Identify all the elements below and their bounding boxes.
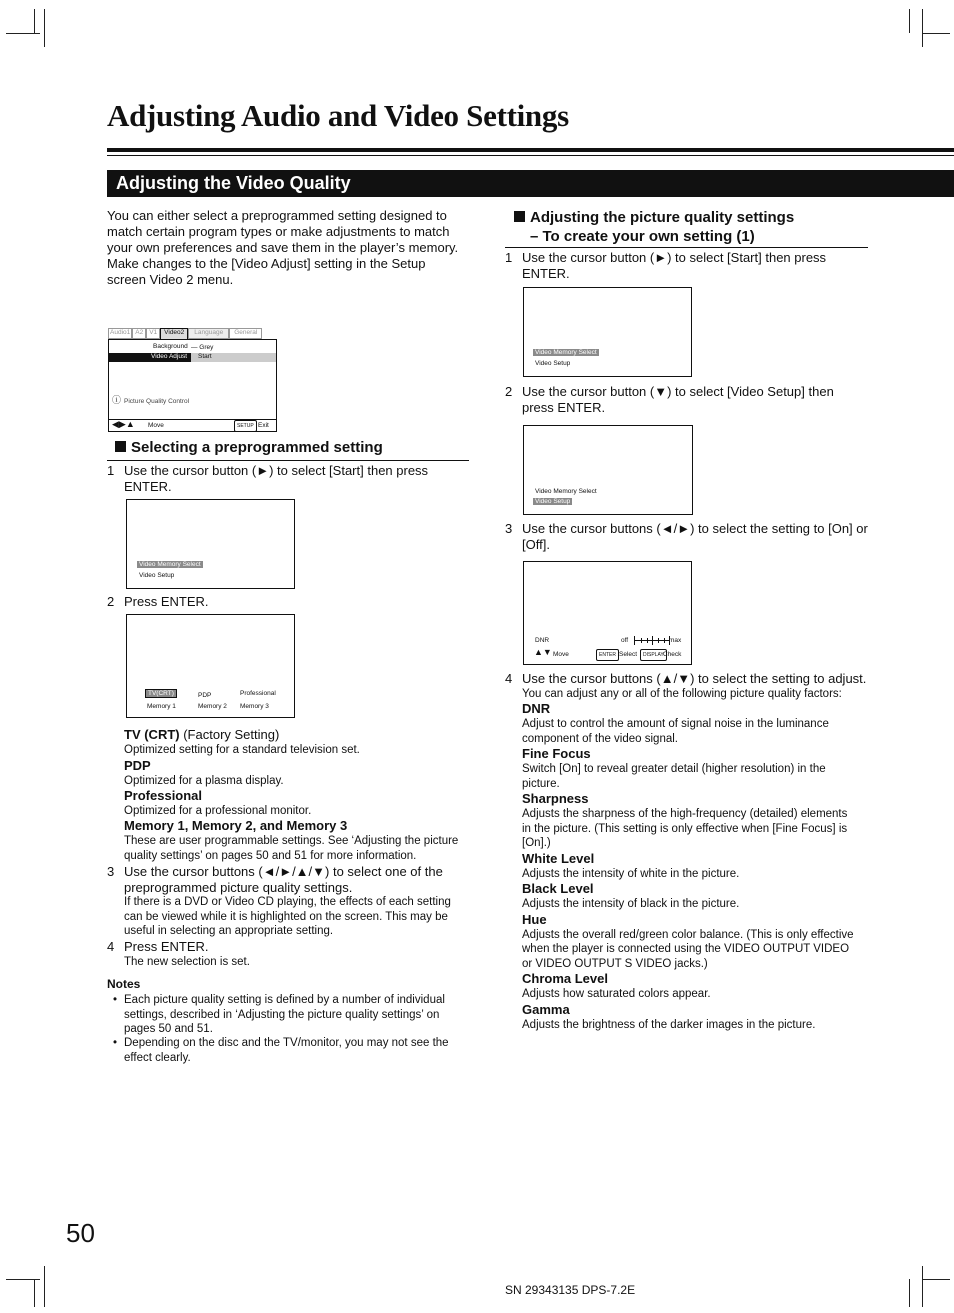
tab-a2: A2 bbox=[132, 328, 146, 339]
factor-fine-focus: Fine Focus Switch [On] to reveal greater detail (higher resolution) in the picture. bbox=[522, 746, 826, 790]
screen-start bbox=[126, 499, 295, 589]
right-step4: Use the cursor buttons (▲/▼) to select the setting to adjust. bbox=[522, 671, 867, 686]
footer-code: SN 29343135 DPS-7.2E bbox=[505, 1283, 636, 1297]
crop-mark bbox=[44, 9, 45, 47]
factor-sharpness: Sharpness Adjusts the sharpness of the high-frequency (detailed) elements in the picture. (This setting is only effective when [Fine Focus] is [On].) bbox=[522, 791, 848, 849]
enter-key-icon: ENTER bbox=[596, 649, 619, 661]
dnr-slider bbox=[634, 636, 670, 645]
title-rule bbox=[107, 148, 954, 152]
right-step1: Use the cursor button (►) to select [Start] then press ENTER. bbox=[522, 250, 827, 281]
option-pdp: PDP bbox=[198, 692, 212, 699]
factor-chroma-level: Chroma Level Adjusts how saturated colors appear. bbox=[522, 971, 711, 1000]
left-heading: Selecting a preprogrammed setting bbox=[115, 439, 383, 456]
desc-pdp: Optimized for a plasma display. bbox=[124, 775, 284, 787]
crop-mark bbox=[34, 9, 35, 33]
left-step1: Use the cursor button (►) to select [Start] then press ENTER. bbox=[124, 463, 429, 494]
step-number: 4 bbox=[505, 671, 513, 686]
crop-mark bbox=[922, 1266, 923, 1307]
option-memory3: Memory 3 bbox=[240, 703, 269, 710]
exit-label: Exit bbox=[258, 422, 269, 429]
step-number: 1 bbox=[505, 250, 513, 265]
menu-item-video-setup: Video Setup bbox=[535, 360, 571, 367]
notes-title: Notes bbox=[107, 977, 141, 991]
left-step2: Press ENTER. bbox=[124, 594, 209, 609]
select-label: Select bbox=[619, 651, 638, 658]
factor-hue: Hue Adjusts the overall red/green color balance. (This is only effective when the player is connected using the VIDEO OUTPUT VIDEO or VIDEO OUTPUT S VIDEO jacks.) bbox=[522, 911, 854, 970]
factor-white-level: White Level Adjusts the intensity of white in the picture. bbox=[522, 850, 740, 880]
option-memory1: Memory 1 bbox=[147, 703, 176, 710]
screen-video-setup bbox=[523, 425, 693, 515]
left-heading-rule bbox=[107, 460, 469, 461]
step-number: 3 bbox=[107, 864, 115, 879]
dnr-max-label: max bbox=[669, 637, 682, 644]
page-title: Adjusting Audio and Video Settings bbox=[107, 98, 569, 133]
crop-mark bbox=[6, 33, 40, 34]
video-adjust-label: Video Adjust bbox=[151, 353, 188, 360]
menu-item-video-setup: Video Setup bbox=[535, 498, 571, 505]
menu-item-video-setup: Video Setup bbox=[139, 572, 175, 579]
right-step4-sub: You can adjust any or all of the following picture quality factors: bbox=[522, 688, 842, 700]
crop-mark bbox=[909, 1279, 910, 1307]
option-memory2: Memory 2 bbox=[198, 703, 227, 710]
section-header: Adjusting the Video Quality bbox=[107, 170, 954, 197]
crop-mark bbox=[922, 33, 950, 34]
option-professional: Professional bbox=[240, 690, 276, 697]
note-1: Each picture quality setting is defined by a number of individual settings, described in ‘Adjusting the picture quality settings’ on pages 50 and 51. bbox=[124, 994, 445, 1035]
square-bullet-icon bbox=[514, 211, 525, 222]
background-value: — Grey bbox=[191, 344, 214, 351]
desc-professional: Optimized for a professional monitor. bbox=[124, 805, 312, 817]
term-tv-crt: TV (CRT) (Factory Setting) bbox=[124, 727, 280, 742]
tab-v1: V1 bbox=[146, 328, 160, 339]
move-label: Move bbox=[553, 651, 569, 658]
screen-memory-select bbox=[126, 614, 295, 718]
factor-black-level: Black Level Adjusts the intensity of black in the picture. bbox=[522, 881, 740, 910]
factor-dnr: DNR Adjust to control the amount of signal noise in the luminance component of the video signal. bbox=[522, 701, 829, 745]
setup-panel bbox=[108, 339, 277, 432]
display-key-icon: DISPLAY bbox=[640, 649, 667, 661]
desc-tv-crt: Optimized setting for a standard television set. bbox=[124, 744, 360, 756]
square-bullet-icon bbox=[115, 441, 126, 452]
tab-video2: Video2 bbox=[160, 328, 188, 339]
desc-memory: These are user programmable settings. See ‘Adjusting the picture quality settings’ on pages 50 and 51 for more information. bbox=[124, 835, 459, 862]
video-adjust-value: Start bbox=[198, 353, 212, 360]
menu-item-video-memory-select: Video Memory Select bbox=[139, 561, 201, 568]
step-number: 1 bbox=[107, 463, 115, 478]
background-label: Background bbox=[153, 343, 188, 350]
crop-mark bbox=[922, 1279, 950, 1280]
info-text: Picture Quality Control bbox=[124, 398, 190, 405]
info-icon: ⓘ bbox=[112, 395, 122, 405]
menu-item-video-memory-select: Video Memory Select bbox=[535, 488, 597, 495]
title-rule-thin bbox=[107, 155, 954, 156]
setup-screen bbox=[108, 328, 278, 432]
right-step2: Use the cursor button (▼) to select [Video Setup] then press ENTER. bbox=[522, 384, 834, 415]
step-number: 4 bbox=[107, 939, 115, 954]
note-bullet: • bbox=[113, 994, 118, 1006]
step-number: 3 bbox=[505, 521, 513, 536]
move-label: Move bbox=[148, 422, 164, 429]
up-down-icon: ▲▼ bbox=[534, 647, 552, 657]
crop-mark bbox=[34, 1279, 35, 1307]
term-professional: Professional bbox=[124, 788, 203, 803]
intro-paragraph: You can either select a preprogrammed setting designed to match certain program types or make adjustments to match your own preferences and save them in the player’s memory. Make changes to the [Video Adjust] setting in the Setup screen Video 2 menu. bbox=[107, 208, 459, 287]
screen-dnr bbox=[523, 561, 692, 665]
left-step4: Press ENTER. bbox=[124, 939, 209, 954]
tab-language: Language bbox=[188, 328, 229, 339]
tab-general: General bbox=[229, 328, 262, 339]
screen-start-2 bbox=[523, 287, 692, 377]
factor-list bbox=[522, 701, 872, 1032]
step-number: 2 bbox=[505, 384, 513, 399]
crop-mark bbox=[922, 9, 923, 47]
left-step3: Use the cursor buttons (◄/►/▲/▼) to select one of the preprogrammed picture quality settings. bbox=[124, 864, 443, 895]
right-heading-rule bbox=[505, 247, 868, 248]
left-step4-sub: The new selection is set. bbox=[124, 956, 250, 968]
tab-audio1: Audio1 bbox=[108, 328, 132, 339]
step-number: 2 bbox=[107, 594, 115, 609]
note-2: Depending on the disc and the TV/monitor, you may not see the effect clearly. bbox=[124, 1037, 449, 1064]
right-step3: Use the cursor buttons (◄/►) to select the setting to [On] or [Off]. bbox=[522, 521, 868, 552]
factor-gamma: Gamma Adjusts the brightness of the darker images in the picture. bbox=[522, 1001, 816, 1031]
term-memory: Memory 1, Memory 2, and Memory 3 bbox=[124, 818, 348, 833]
crop-mark bbox=[44, 1266, 45, 1307]
setup-key-icon: SETUP bbox=[234, 420, 257, 432]
arrows-icon: ◀▶▲ bbox=[112, 419, 135, 429]
right-heading: Adjusting the picture quality settings – To create your own setting (1) bbox=[514, 208, 794, 246]
note-bullet: • bbox=[113, 1037, 118, 1049]
left-step3-sub: If there is a DVD or Video CD playing, the effects of each setting can be viewed while it is highlighted on the screen. This may be useful in selecting an appropriate setting. bbox=[124, 896, 451, 937]
option-tv-crt: TV(CRT) bbox=[145, 690, 177, 698]
crop-mark bbox=[909, 9, 910, 33]
menu-item-video-memory-select: Video Memory Select bbox=[535, 349, 597, 356]
check-label: Check bbox=[663, 651, 682, 658]
dnr-label: DNR bbox=[535, 637, 550, 644]
setup-tabs bbox=[108, 328, 260, 339]
page-number: 50 bbox=[66, 1218, 95, 1248]
term-pdp: PDP bbox=[124, 758, 151, 773]
dnr-off-label: off bbox=[621, 637, 629, 644]
